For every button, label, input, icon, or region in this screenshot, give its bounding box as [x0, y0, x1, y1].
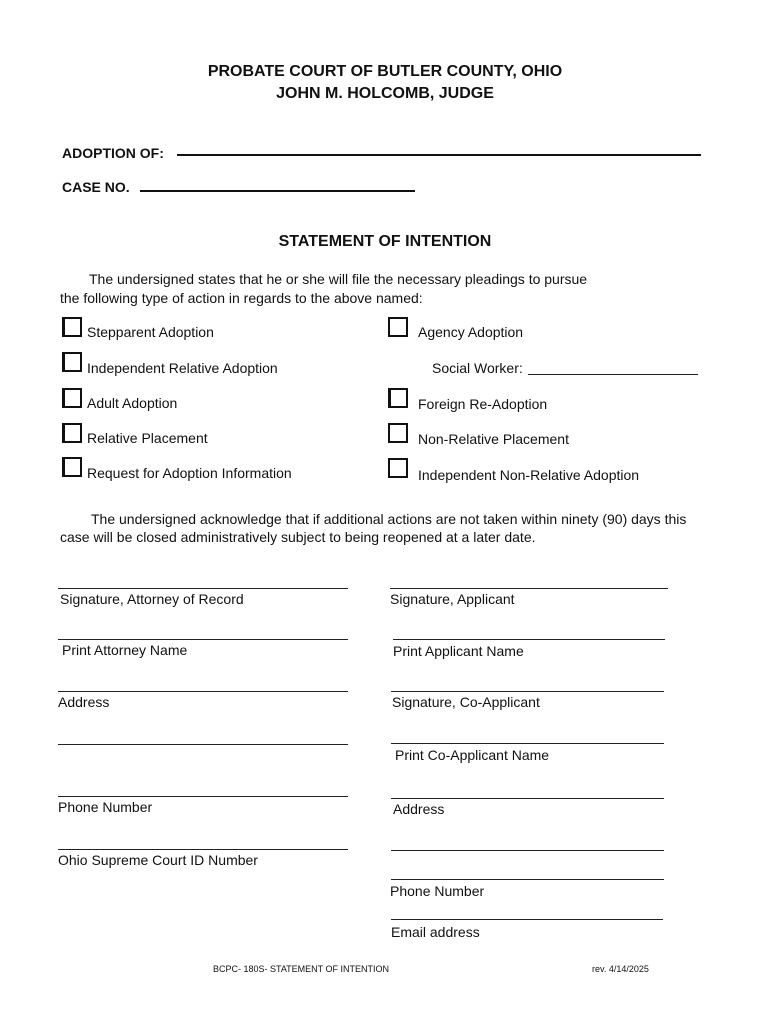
independent-non-relative-adoption-checkbox[interactable] [388, 458, 408, 478]
non-relative-placement-checkbox[interactable] [388, 423, 408, 443]
independent-non-relative-adoption-label: Independent Non-Relative Adoption [418, 467, 640, 483]
judge-name: JOHN M. HOLCOMB, JUDGE [276, 85, 494, 102]
request-adoption-info-checkbox[interactable] [62, 457, 82, 477]
stepparent-adoption-label: Stepparent Adoption [87, 324, 214, 340]
request-adoption-info-label: Request for Adoption Information [87, 465, 292, 481]
social-worker-field[interactable] [528, 374, 698, 375]
foreign-re-adoption-checkbox[interactable] [388, 388, 408, 408]
applicant-phone-label: Phone Number [390, 883, 485, 899]
foreign-re-adoption-label: Foreign Re-Adoption [418, 396, 548, 412]
co-applicant-signature-line[interactable] [391, 691, 664, 692]
stepparent-adoption-checkbox[interactable] [62, 317, 82, 337]
case-no-label: CASE NO. [62, 179, 130, 195]
agency-adoption-label: Agency Adoption [418, 324, 524, 340]
applicant-signature-line[interactable] [390, 588, 668, 589]
applicant-signature-label: Signature, Applicant [390, 591, 515, 607]
supreme-court-id-line[interactable] [58, 849, 348, 850]
co-applicant-signature-label: Signature, Co-Applicant [392, 694, 540, 710]
case-no-field[interactable] [140, 190, 415, 192]
non-relative-placement-label: Non-Relative Placement [418, 431, 569, 447]
co-applicant-name-label: Print Co-Applicant Name [395, 747, 550, 763]
attorney-phone-line[interactable] [58, 796, 348, 797]
adoption-of-field[interactable] [177, 154, 701, 156]
acknowledge-line-1: The undersigned acknowledge that if additional actions are not taken within ninety (90) days this [91, 511, 687, 527]
form-title: STATEMENT OF INTENTION [278, 233, 492, 250]
applicant-address-line[interactable] [391, 798, 664, 799]
co-applicant-name-line[interactable] [391, 743, 664, 744]
intro-line-2: the following type of action in regards to the above named: [60, 290, 423, 306]
adult-adoption-label: Adult Adoption [87, 395, 178, 411]
revision-date: rev. 4/14/2025 [592, 964, 649, 974]
intro-line-1: The undersigned states that he or she will file the necessary pleadings to pursue [89, 271, 588, 287]
attorney-address-line-2[interactable] [58, 744, 348, 745]
applicant-address-label: Address [393, 801, 445, 817]
applicant-name-line[interactable] [393, 639, 665, 640]
attorney-name-line[interactable] [58, 639, 348, 640]
supreme-court-id-label: Ohio Supreme Court ID Number [58, 852, 258, 868]
attorney-signature-line[interactable] [58, 588, 348, 589]
form-id: BCPC- 180S- STATEMENT OF INTENTION [213, 964, 390, 974]
independent-relative-adoption-label: Independent Relative Adoption [87, 360, 278, 376]
attorney-name-label: Print Attorney Name [62, 642, 188, 658]
applicant-phone-line[interactable] [391, 879, 664, 880]
agency-adoption-checkbox[interactable] [388, 317, 408, 337]
adult-adoption-checkbox[interactable] [62, 388, 82, 408]
attorney-address-line[interactable] [58, 691, 348, 692]
social-worker-label: Social Worker: [432, 360, 523, 376]
applicant-email-label: Email address [391, 924, 480, 940]
acknowledge-line-2: case will be closed administratively subject to being reopened at a later date. [60, 529, 536, 545]
independent-relative-adoption-checkbox[interactable] [62, 352, 82, 372]
attorney-phone-label: Phone Number [58, 799, 153, 815]
attorney-signature-label: Signature, Attorney of Record [60, 591, 244, 607]
court-name: PROBATE COURT OF BUTLER COUNTY, OHIO [207, 63, 563, 80]
applicant-email-line[interactable] [391, 919, 663, 920]
relative-placement-label: Relative Placement [87, 430, 208, 446]
attorney-address-label: Address [58, 694, 110, 710]
applicant-address-line-2[interactable] [391, 850, 664, 851]
adoption-of-label: ADOPTION OF: [62, 145, 164, 161]
relative-placement-checkbox[interactable] [62, 423, 82, 443]
applicant-name-label: Print Applicant Name [393, 643, 524, 659]
